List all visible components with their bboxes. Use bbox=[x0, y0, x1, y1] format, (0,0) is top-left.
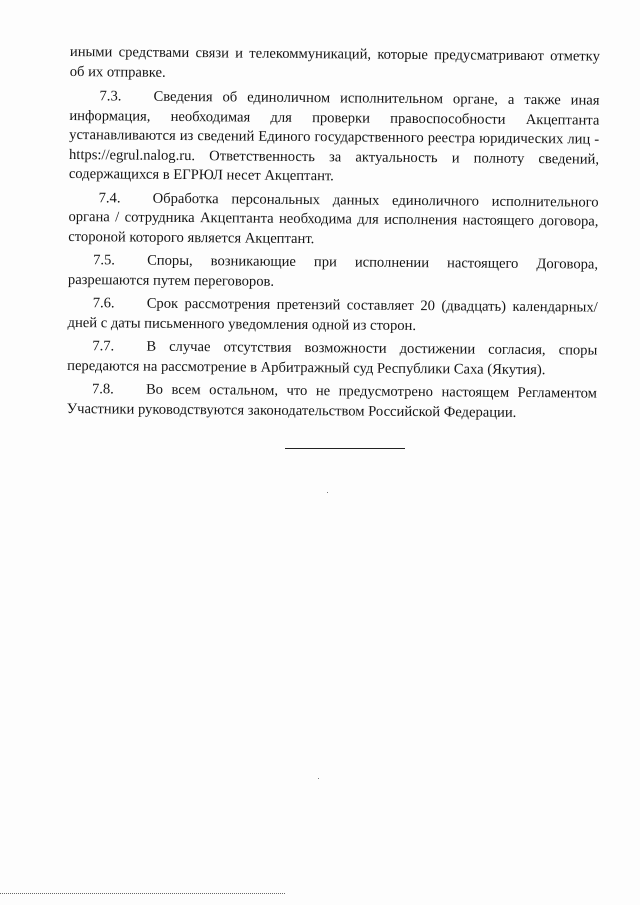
section-text: Обработка персональных данных единоличного исполнительного органа / сотрудника Акцептанта необходима для исполнения настоящего договора, стороной которого является Акцептант. bbox=[68, 190, 599, 247]
section-7-8 bbox=[67, 380, 597, 424]
section-number: 7.6. bbox=[92, 295, 115, 312]
intro-text: иными средствами связи и телекоммуникаций, которые предусматривают отметку об их отправке. bbox=[69, 43, 600, 81]
section-number: 7.7. bbox=[92, 338, 115, 355]
intro-paragraph bbox=[70, 43, 600, 87]
section-number: 7.3. bbox=[99, 88, 122, 105]
section-text: Споры, возникающие при исполнении настоящего Договора, разрешаются путем переговоров. bbox=[67, 252, 599, 290]
scan-speck bbox=[327, 492, 328, 493]
section-text: Срок рассмотрения претензий составляет 20 (двадцать) календарных/дней с даты письменного уведомления одной из сторон. bbox=[67, 295, 598, 334]
section-7-7 bbox=[67, 337, 597, 381]
section-7-3 bbox=[69, 87, 600, 189]
scan-speck bbox=[318, 778, 319, 779]
scan-edge-line bbox=[0, 893, 285, 894]
section-7-5 bbox=[68, 251, 598, 295]
section-number: 7.5. bbox=[93, 252, 116, 269]
section-text: В случае отсутствия возможности достижении согласия, споры передаются на рассмотрение в Арбитражный суд Республики Саха (Якутия). bbox=[67, 338, 598, 378]
section-7-4 bbox=[68, 188, 598, 251]
document-body bbox=[67, 43, 600, 428]
section-number: 7.4. bbox=[98, 189, 121, 206]
section-text: Во всем остальном, что не предусмотрено настоящем Регламентом Участники руководствуются законодательством Российской Федерации. bbox=[66, 381, 598, 421]
section-7-6 bbox=[67, 294, 597, 338]
end-divider-line bbox=[285, 448, 405, 449]
section-number: 7.8. bbox=[91, 381, 114, 398]
section-text: Сведения об единоличном исполнительном органе, а также иная информация, необходимая для проверки правоспособности Акцептанта устанавливаются из сведений Единого государственного реестра юридических лиц - https://egrul.nalog.ru. Ответственность за актуальность и полноту сведений, содержащихся в ЕГРЮЛ несет Акцептант. bbox=[68, 88, 600, 185]
